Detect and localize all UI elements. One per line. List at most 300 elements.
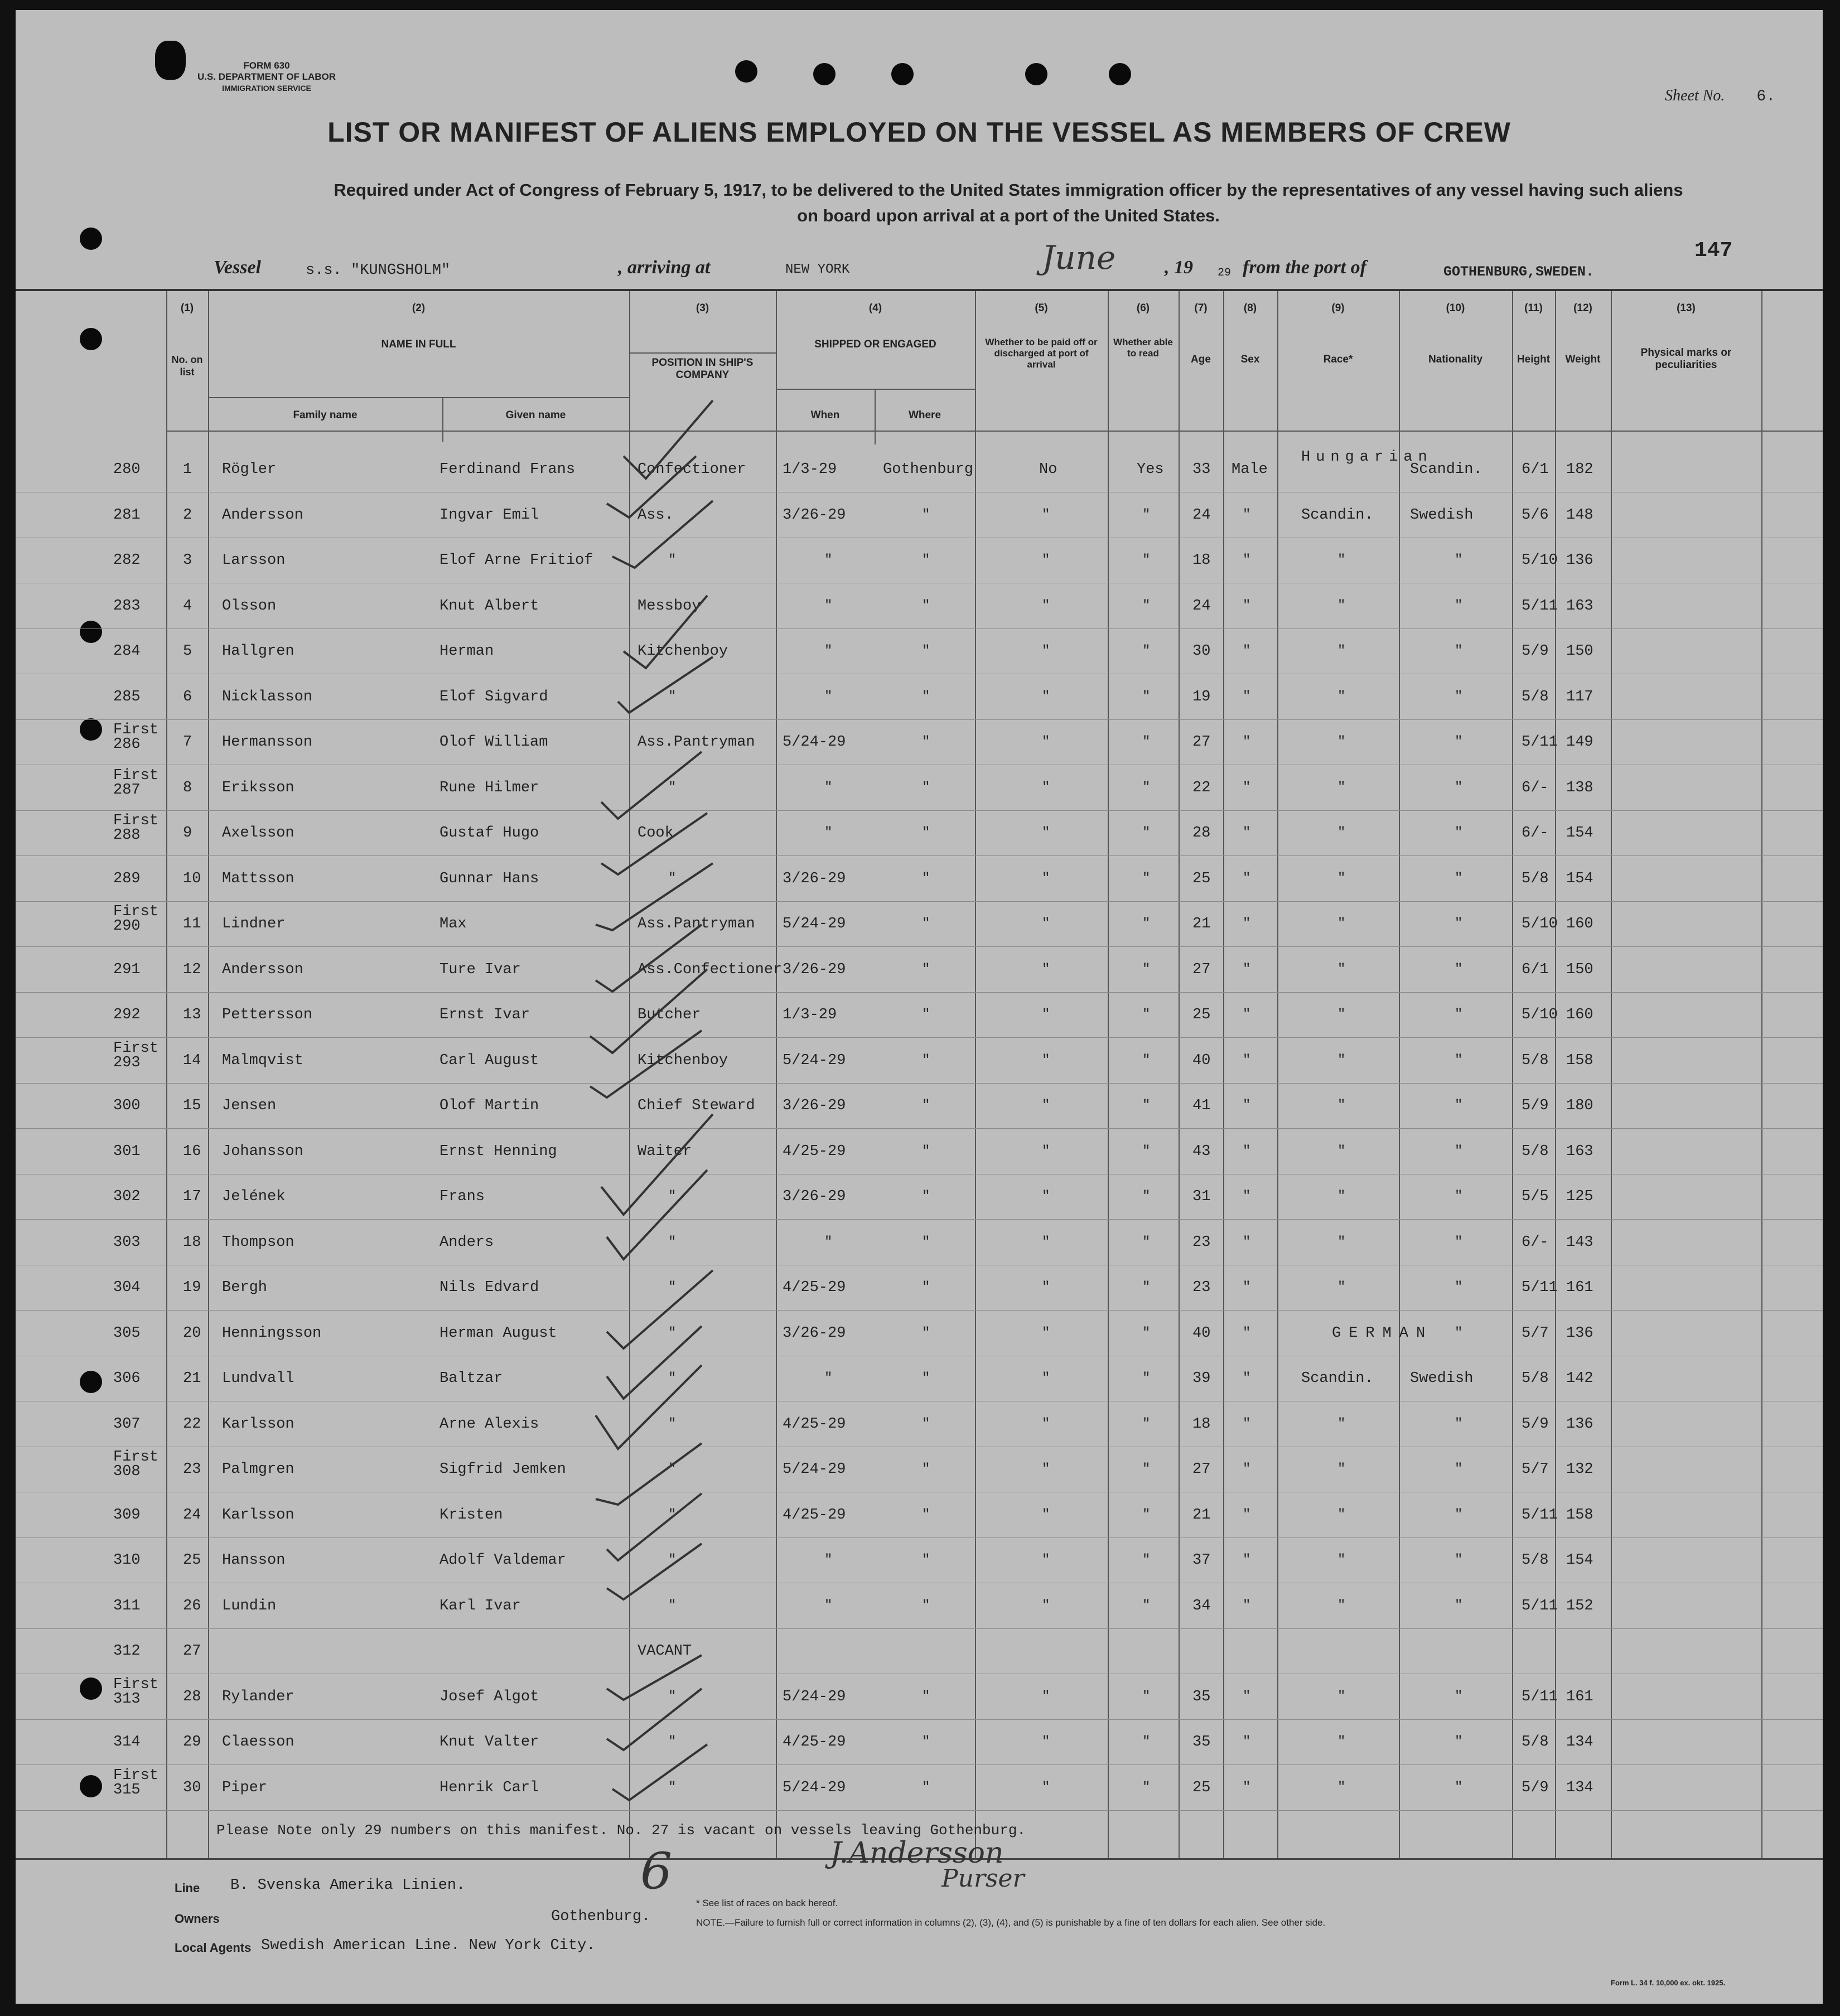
ditto-mark: " <box>1142 1462 1151 1477</box>
cell-age: 31 <box>1192 1188 1211 1205</box>
ditto-mark: " <box>922 1553 930 1568</box>
col-2-header: NAME IN FULL <box>381 339 456 350</box>
cell-age: 27 <box>1192 734 1211 751</box>
ditto-mark: " <box>1455 598 1463 613</box>
ditto-mark: " <box>668 1553 677 1568</box>
cell-age: 35 <box>1192 1734 1211 1751</box>
cell-no: 5 <box>183 643 192 660</box>
cell-weight: 136 <box>1566 1324 1593 1342</box>
col-10-header: Nationality <box>1428 354 1483 365</box>
ditto-mark: " <box>824 780 833 795</box>
ditto-mark: " <box>1042 507 1050 523</box>
cell-height: 6/- <box>1522 779 1549 796</box>
arriving-label: , arriving at <box>618 257 711 278</box>
cell-ref: First 313 <box>113 1676 159 1708</box>
cell-height: 5/9 <box>1522 1779 1549 1796</box>
ditto-mark: " <box>1042 1553 1050 1568</box>
ditto-mark: " <box>668 1189 677 1204</box>
cell-no: 25 <box>183 1552 201 1569</box>
col-12-header: Weight <box>1565 354 1601 365</box>
col-6-header: Whether able to read <box>1113 337 1173 359</box>
cell-given: Knut Albert <box>440 597 539 615</box>
col-4-number: (4) <box>868 302 882 314</box>
col-1-header: No. on list <box>171 354 203 378</box>
cell-age: 23 <box>1192 1234 1211 1251</box>
ditto-mark: " <box>1337 1280 1346 1295</box>
ditto-mark: " <box>824 825 833 840</box>
ditto-mark: " <box>1243 1280 1251 1295</box>
ditto-mark: " <box>1455 553 1463 568</box>
cell-no: 16 <box>183 1143 201 1160</box>
ditto-mark: " <box>1455 1189 1463 1204</box>
ditto-mark: " <box>1337 1734 1346 1749</box>
ditto-mark: " <box>1142 553 1151 568</box>
col-2a-header: Family name <box>293 409 358 421</box>
cell-ref: 289 <box>113 870 141 887</box>
cell-age: 40 <box>1192 1052 1211 1069</box>
cell-ref: 303 <box>113 1234 141 1251</box>
ditto-mark: " <box>1337 1507 1346 1522</box>
ditto-mark: " <box>1142 1098 1151 1113</box>
departure-port: GOTHENBURG,SWEDEN. <box>1443 264 1595 280</box>
cell-when: 5/24-29 <box>783 1461 846 1478</box>
cell-when: 3/26-29 <box>783 961 846 978</box>
cell-family: Jensen <box>222 1098 277 1114</box>
department-header <box>183 60 350 94</box>
cell-height: 5/11 <box>1522 1688 1558 1705</box>
cell-position: Ass.Pantryman <box>638 734 755 751</box>
cell-height: 6/- <box>1522 825 1549 842</box>
ditto-mark: " <box>668 689 677 704</box>
ditto-mark: " <box>1243 871 1251 886</box>
hand-mark: 6 <box>640 1842 673 1901</box>
ditto-mark: " <box>1455 825 1463 840</box>
cell-no: 19 <box>183 1279 201 1296</box>
cell-age: 28 <box>1192 825 1211 842</box>
ditto-mark: " <box>1243 1325 1251 1341</box>
cell-ref: First 287 <box>113 767 159 799</box>
cell-ref: 310 <box>113 1552 141 1569</box>
ditto-mark: " <box>922 598 930 613</box>
cell-age: 27 <box>1192 1461 1211 1478</box>
cell-weight: 148 <box>1566 506 1593 524</box>
ditto-mark: " <box>1455 734 1463 750</box>
ditto-mark: " <box>922 1507 930 1522</box>
arrival-year: 29 <box>1218 267 1232 279</box>
ditto-mark: " <box>668 1689 677 1704</box>
cell-no: 28 <box>183 1688 201 1705</box>
cell-ref: First 315 <box>113 1767 159 1799</box>
cell-height: 5/8 <box>1522 1143 1549 1160</box>
cell-given: Sigfrid Jemken <box>440 1461 566 1478</box>
col-2b-header: Given name <box>505 409 566 421</box>
cell-height: 5/5 <box>1522 1188 1549 1205</box>
cell-height: 5/8 <box>1522 1052 1549 1069</box>
cell-weight: 163 <box>1566 1143 1593 1160</box>
cell-weight: 152 <box>1566 1597 1593 1614</box>
cell-family: Piper <box>222 1779 268 1796</box>
cell-given: Olof Martin <box>440 1098 539 1114</box>
row-divider <box>16 1083 1823 1084</box>
cell-no: 22 <box>183 1415 201 1433</box>
ditto-mark: " <box>922 553 930 568</box>
cell-age: 41 <box>1192 1098 1211 1114</box>
ditto-mark: " <box>1142 1553 1151 1568</box>
cell-given: Arne Alexis <box>440 1415 539 1433</box>
cell-when: 4/25-29 <box>783 1415 846 1433</box>
ditto-mark: " <box>1455 871 1463 886</box>
ditto-mark: " <box>1142 734 1151 750</box>
cell-when: 3/26-29 <box>783 1188 846 1205</box>
ditto-mark: " <box>1455 1689 1463 1704</box>
penalty-note: NOTE.—Failure to furnish full or correct information in columns (2), (3), (4), and (5) is punishable by a fine of ten dollars for each alien. See other side. <box>696 1917 1326 1928</box>
ditto-mark: " <box>1142 1007 1151 1022</box>
ditto-mark: " <box>922 780 930 795</box>
row-divider <box>16 946 1823 947</box>
cell-position: Messboy <box>638 597 701 615</box>
cell-ref: 301 <box>113 1143 141 1160</box>
cell-when: 4/25-29 <box>783 1143 846 1160</box>
cell-age: 43 <box>1192 1143 1211 1160</box>
service-name: IMMIGRATION SERVICE <box>222 84 311 93</box>
vessel-name: s.s. "KUNGSHOLM" <box>306 262 451 279</box>
ditto-mark: " <box>1042 1189 1050 1204</box>
document-subtitle <box>200 177 1817 229</box>
cell-ref: 307 <box>113 1415 141 1433</box>
ditto-mark: " <box>668 1780 677 1795</box>
cell-weight: 149 <box>1566 734 1593 751</box>
cell-age: 18 <box>1192 1415 1211 1433</box>
ditto-mark: " <box>1042 1143 1050 1159</box>
ditto-mark: " <box>922 1280 930 1295</box>
cell-ref: 302 <box>113 1188 141 1205</box>
ditto-mark: " <box>1042 1280 1050 1295</box>
cell-family: Andersson <box>222 961 303 978</box>
ditto-mark: " <box>1337 961 1346 977</box>
ditto-mark: " <box>922 1234 930 1250</box>
col-8-number: (8) <box>1243 302 1257 314</box>
cell-no: 11 <box>183 916 201 932</box>
cell-age: 39 <box>1192 1370 1211 1387</box>
ditto-mark: " <box>668 1462 677 1477</box>
cell-no: 1 <box>183 461 192 478</box>
cell-height: 6/1 <box>1522 461 1549 478</box>
ditto-mark: " <box>1243 916 1251 931</box>
ditto-mark: " <box>824 1234 833 1250</box>
cell-age: 33 <box>1192 461 1211 478</box>
cell-given: Rune Hilmer <box>440 779 539 796</box>
ditto-mark: " <box>1142 871 1151 886</box>
row-divider <box>16 810 1823 811</box>
races-note: * See list of races on back hereof. <box>696 1898 838 1908</box>
cell-age: 21 <box>1192 916 1211 932</box>
cell-ref: 312 <box>113 1643 141 1660</box>
cell-no: 6 <box>183 688 192 705</box>
cell-height: 5/11 <box>1522 734 1558 751</box>
cell-no: 21 <box>183 1370 201 1387</box>
ditto-mark: " <box>1455 961 1463 977</box>
punch-hole <box>1025 63 1047 85</box>
col-11-header: Height <box>1517 354 1551 365</box>
cell-family: Karlsson <box>222 1506 294 1524</box>
col-9-header: Race* <box>1323 354 1353 365</box>
cell-position: Waiter <box>638 1143 692 1160</box>
cell-given: Ture Ivar <box>440 961 521 978</box>
cell-ref: First 308 <box>113 1449 159 1480</box>
cell-given: Nils Edvard <box>440 1279 539 1296</box>
ditto-mark: " <box>1455 1462 1463 1477</box>
cell-given: Gunnar Hans <box>440 870 539 887</box>
ditto-mark: " <box>1042 1371 1050 1386</box>
cell-weight: 182 <box>1566 461 1593 478</box>
cell-given: Elof Arne Fritiof <box>440 552 593 569</box>
ditto-mark: " <box>1042 644 1050 659</box>
row-divider <box>16 1764 1823 1765</box>
ditto-mark: " <box>1455 1553 1463 1568</box>
cell-family: Larsson <box>222 552 286 569</box>
cell-weight: 161 <box>1566 1688 1593 1705</box>
cell-given: Josef Algot <box>440 1688 539 1705</box>
ditto-mark: " <box>1042 1780 1050 1795</box>
ditto-mark: " <box>1042 689 1050 704</box>
cell-family: Olsson <box>222 597 277 615</box>
ditto-mark: " <box>1142 916 1151 931</box>
cell-no: 30 <box>183 1779 201 1796</box>
ditto-mark: " <box>1042 961 1050 977</box>
cell-weight: 158 <box>1566 1052 1593 1069</box>
cell-family: Thompson <box>222 1234 294 1251</box>
cell-given: Ernst Ivar <box>440 1007 530 1023</box>
ditto-mark: " <box>1337 1553 1346 1568</box>
cell-height: 5/8 <box>1522 1370 1549 1387</box>
ditto-mark: " <box>1142 1780 1151 1795</box>
cell-position: Kitchenboy <box>638 1052 728 1069</box>
cell-ref: 283 <box>113 597 141 615</box>
cell-given: Herman August <box>440 1324 557 1342</box>
ditto-mark: " <box>1142 598 1151 613</box>
cell-position: Butcher <box>638 1007 701 1023</box>
ditto-mark: " <box>1142 1689 1151 1704</box>
ditto-mark: " <box>1142 507 1151 523</box>
cell-height: 5/8 <box>1522 688 1549 705</box>
ditto-mark: " <box>1042 780 1050 795</box>
cell-age: 25 <box>1192 1779 1211 1796</box>
cell-age: 18 <box>1192 552 1211 569</box>
cell-given: Carl August <box>440 1052 539 1069</box>
cell-family: Pettersson <box>222 1007 313 1023</box>
cell-given: Herman <box>440 643 494 660</box>
cell-no: 13 <box>183 1007 201 1023</box>
cell-ref: 281 <box>113 506 141 524</box>
cell-weight: 180 <box>1566 1098 1593 1114</box>
vessel-label: Vessel <box>214 257 261 278</box>
cell-family: Karlsson <box>222 1415 294 1433</box>
ditto-mark: " <box>1337 1098 1346 1113</box>
row-divider <box>16 992 1823 993</box>
manifest-page <box>16 10 1823 2004</box>
ditto-mark: " <box>1042 916 1050 931</box>
ditto-mark: " <box>1243 553 1251 568</box>
cell-weight: 136 <box>1566 1415 1593 1433</box>
ditto-mark: " <box>1042 734 1050 750</box>
cell-family: Lundin <box>222 1597 277 1614</box>
ditto-mark: " <box>922 1598 930 1613</box>
ditto-mark: " <box>1042 1598 1050 1613</box>
cell-family: Andersson <box>222 506 303 524</box>
cell-when: 5/24-29 <box>783 1688 846 1705</box>
cell-when: 3/26-29 <box>783 1098 846 1114</box>
cell-given: Baltzar <box>440 1370 503 1387</box>
cell-family: Johansson <box>222 1143 303 1160</box>
ditto-mark: " <box>922 1689 930 1704</box>
row-divider <box>16 901 1823 902</box>
ditto-mark: " <box>1142 1325 1151 1341</box>
cell-age: 19 <box>1192 688 1211 705</box>
ditto-mark: " <box>1042 1689 1050 1704</box>
cell-age: 40 <box>1192 1324 1211 1342</box>
cell-weight: 154 <box>1566 825 1593 842</box>
ditto-mark: " <box>1455 1052 1463 1068</box>
ditto-mark: " <box>668 1416 677 1432</box>
manifest-note: Please Note only 29 numbers on this manifest. No. 27 is vacant on vessels leaving Gothenburg. <box>216 1822 1026 1839</box>
ditto-mark: " <box>824 1598 833 1613</box>
cell-ref: 292 <box>113 1007 141 1023</box>
ditto-mark: " <box>1243 1734 1251 1749</box>
cell-nat: Scandin. <box>1410 461 1482 478</box>
cell-no: 3 <box>183 552 192 569</box>
cell-weight: 150 <box>1566 961 1593 978</box>
cell-when: 4/25-29 <box>783 1734 846 1751</box>
ditto-mark: " <box>1142 780 1151 795</box>
cell-height: 5/9 <box>1522 1415 1549 1433</box>
ditto-mark: " <box>922 734 930 750</box>
form-number: FORM 630 <box>243 60 290 71</box>
cell-nat: Swedish <box>1410 506 1474 524</box>
cell-family: Lundvall <box>222 1370 294 1387</box>
ditto-mark: " <box>922 1325 930 1341</box>
ditto-mark: " <box>668 1280 677 1295</box>
ditto-mark: " <box>1142 961 1151 977</box>
col-3-number: (3) <box>696 302 709 314</box>
cell-when: 3/26-29 <box>783 870 846 887</box>
ditto-mark: " <box>1243 961 1251 977</box>
ditto-mark: " <box>922 871 930 886</box>
cell-family: Hermansson <box>222 734 313 751</box>
ditto-mark: " <box>668 780 677 795</box>
cell-given: Anders <box>440 1234 494 1251</box>
cell-position: Confectioner <box>638 461 746 478</box>
cell-no: 26 <box>183 1597 201 1614</box>
document-title: LIST OR MANIFEST OF ALIENS EMPLOYED ON THE VESSEL AS MEMBERS OF CREW <box>327 117 1511 148</box>
cell-given: Knut Valter <box>440 1734 539 1751</box>
cell-ref: 284 <box>113 643 141 660</box>
cell-no: 15 <box>183 1098 201 1114</box>
ditto-mark: " <box>1042 1098 1050 1113</box>
cell-weight: 125 <box>1566 1188 1593 1205</box>
cell-when: 3/26-29 <box>783 506 846 524</box>
ditto-mark: " <box>1243 1462 1251 1477</box>
cell-age: 25 <box>1192 870 1211 887</box>
row-divider <box>16 1310 1823 1311</box>
ditto-mark: " <box>1337 644 1346 659</box>
ditto-mark: " <box>922 1462 930 1477</box>
col-5-number: (5) <box>1035 302 1048 314</box>
ditto-mark: " <box>1142 689 1151 704</box>
ditto-mark: " <box>922 644 930 659</box>
cell-no: 7 <box>183 734 192 751</box>
ditto-mark: " <box>1337 689 1346 704</box>
ditto-mark: " <box>1243 825 1251 840</box>
col-11-number: (11) <box>1524 302 1543 314</box>
cell-no: 29 <box>183 1734 201 1751</box>
ditto-mark: " <box>668 1371 677 1386</box>
cell-ref: 291 <box>113 961 141 978</box>
cell-family: Axelsson <box>222 825 294 842</box>
cell-weight: 160 <box>1566 1007 1593 1023</box>
cell-height: 5/11 <box>1522 1597 1558 1614</box>
cell-no: 9 <box>183 825 192 842</box>
cell-ref: First 286 <box>113 722 159 753</box>
ditto-mark: " <box>1337 1598 1346 1613</box>
ditto-mark: " <box>922 961 930 977</box>
cell-ref: 306 <box>113 1370 141 1387</box>
cell-read: Yes <box>1137 461 1164 478</box>
row-divider <box>16 1628 1823 1629</box>
ditto-mark: " <box>824 1553 833 1568</box>
ditto-mark: " <box>1455 1734 1463 1749</box>
col-1-number: (1) <box>180 302 194 314</box>
cell-given: Gustaf Hugo <box>440 825 539 842</box>
ditto-mark: " <box>1337 1462 1346 1477</box>
ditto-mark: " <box>922 1007 930 1022</box>
cell-given: Karl Ivar <box>440 1597 521 1614</box>
cell-age: 27 <box>1192 961 1211 978</box>
cell-height: 5/8 <box>1522 1734 1549 1751</box>
cell-position: Ass.Pantryman <box>638 916 755 932</box>
cell-weight: 154 <box>1566 870 1593 887</box>
ditto-mark: " <box>922 1780 930 1795</box>
cell-height: 5/8 <box>1522 1552 1549 1569</box>
cell-when: 1/3-29 <box>783 461 837 478</box>
signature-title: Purser <box>941 1864 1025 1893</box>
col-13-number: (13) <box>1677 302 1696 314</box>
col-6-number: (6) <box>1136 302 1150 314</box>
cell-height: 5/11 <box>1522 1279 1558 1296</box>
ditto-mark: " <box>1243 644 1251 659</box>
ditto-mark: " <box>1042 553 1050 568</box>
cell-weight: 163 <box>1566 597 1593 615</box>
ditto-mark: " <box>1337 734 1346 750</box>
col-12-number: (12) <box>1573 302 1592 314</box>
ditto-mark: " <box>1042 1462 1050 1477</box>
sheet-number <box>1665 87 1775 105</box>
cell-nat: Swedish <box>1410 1370 1474 1387</box>
cell-position: Chief Steward <box>638 1098 755 1114</box>
ditto-mark: " <box>1337 1234 1346 1250</box>
ditto-mark: " <box>1142 1052 1151 1068</box>
form-number-footer: Form L. 34 f. 10,000 ex. okt. 1925. <box>1611 1979 1726 1987</box>
cell-no: 4 <box>183 597 192 615</box>
cell-weight: 134 <box>1566 1734 1593 1751</box>
ditto-mark: " <box>1337 825 1346 840</box>
cell-ref: 314 <box>113 1734 141 1751</box>
col-4a-header: When <box>810 409 840 421</box>
col-4b-header: Where <box>908 409 941 421</box>
ditto-mark: " <box>1042 1416 1050 1432</box>
ditto-mark: " <box>922 689 930 704</box>
cell-height: 5/11 <box>1522 597 1558 615</box>
cell-race: Hungarian <box>1301 449 1433 466</box>
